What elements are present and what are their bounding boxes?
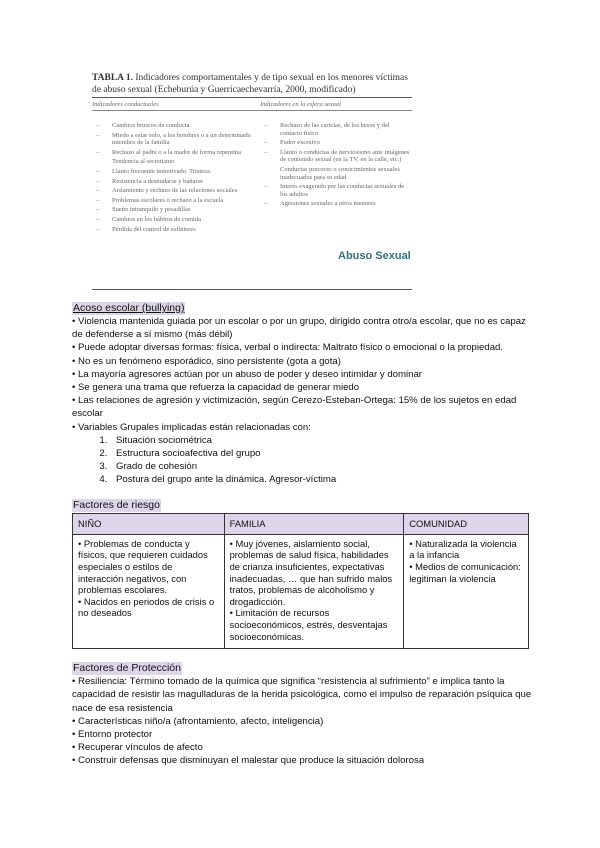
dash-marker: – — [264, 183, 268, 191]
dash-marker: – — [96, 225, 100, 233]
dash-marker: – — [264, 200, 268, 208]
scan-item-text: Agresiones sexuales a otros menores — [280, 200, 376, 208]
familia-item: • Muy jóvenes, aislamiento social, problemas de salud física, habilidades de crianza insuficientes, expectativas inadecuadas, … que han sufrido malos tratos, problemas de alcoholismo y drogadicción. — [229, 537, 393, 607]
scan-list-item — [92, 168, 252, 176]
riesgo-title: Factores de riesgo — [73, 498, 160, 511]
scan-list-item — [92, 122, 252, 130]
scan-item-text: Pérdida del control de esfínteres — [112, 225, 196, 233]
scan-list-item — [260, 149, 410, 164]
acoso-bullet: • No es un fenómeno esporádico, sino persistente (gota a gota) — [72, 355, 341, 367]
scan-item-text: Miedo a estar solo, a los hombres o a un determinado miembro de la familia — [112, 131, 251, 147]
cell-nino — [73, 534, 225, 648]
scan-title-bold: TABLA 1. — [92, 73, 134, 83]
dash-marker: – — [264, 122, 268, 129]
acoso-bullet: • Variables Grupales implicadas están relacionadas con: — [72, 421, 311, 433]
proteccion-bullets — [72, 675, 532, 767]
scanned-table-image — [92, 66, 412, 290]
acoso-bullet: • Se genera una trama que refuerza la capacidad de generar miedo — [72, 382, 360, 394]
header-familia: FAMILIA — [224, 513, 404, 534]
scan-title — [92, 72, 412, 96]
scan-item-text: Resistencia a desnudarse y bañarse — [112, 177, 203, 185]
scan-item-text: Llanto frecuente inmotivado. Tristeza. — [112, 167, 212, 175]
scan-right-header: Indicadores en la esfera sexual — [260, 101, 341, 108]
scan-item-text: Cambios en los hábitos de comida — [112, 215, 202, 223]
variables-list — [72, 434, 532, 486]
dash-marker: – — [96, 177, 100, 185]
proteccion-section — [72, 662, 532, 767]
scan-list-item — [92, 216, 252, 224]
proteccion-bullet: • Características niño/a (afrontamiento, afecto, inteligencia) — [72, 715, 324, 727]
scan-list-item — [92, 226, 252, 234]
scan-list-item — [260, 122, 410, 137]
acoso-bullet: • Las relaciones de agresión y victimización, según Cerezo-Esteban-Ortega: 15% de los sujetos en edad escolar — [72, 395, 517, 420]
comunidad-item: • Naturalizada la violencia a la infancia — [409, 537, 517, 561]
scan-item-text: Problemas escolares o rechazo a la escuela — [112, 196, 224, 204]
scan-list-item — [92, 187, 252, 195]
acoso-bullet: • La mayoría agresores actúan por un abuso de poder y deseo intimidar y dominar — [72, 368, 422, 380]
scan-item-text: Sueño intranquilo y pesadillas — [112, 206, 191, 214]
scan-list-item — [260, 166, 410, 181]
variable-item: 4. Postura del grupo ante la dinámica. Agresor-víctima — [110, 473, 532, 486]
dash-marker: – — [96, 215, 100, 223]
acoso-bullet: • Violencia mantenida guiada por un escolar o por un grupo, dirigido contra otro/a escolar, que no es capaz de defenderse a sí mismo (más débil) — [72, 316, 526, 341]
nino-item: • Problemas de conducta y físicos, que requieren cuidados especiales o estilos de interacción negativos, con problemas escolares. — [78, 537, 208, 596]
dash-marker: – — [96, 167, 100, 175]
header-comunidad: COMUNIDAD — [404, 513, 529, 534]
scan-item-text: Rechazo de las caricias, de los besos y del contacto físico — [280, 122, 390, 137]
scan-item-text: Aislamiento y rechazo de las relaciones sociales — [112, 187, 238, 195]
scan-list-item — [92, 158, 252, 166]
acoso-bullet: • Puede adoptar diversas formas: física, verbal o indirecta: Maltrato físico o emocional o la propiedad. — [72, 342, 504, 354]
dash-marker: – — [96, 122, 100, 129]
dash-marker: – — [96, 131, 100, 139]
dash-marker: – — [96, 187, 100, 195]
dash-marker: – — [264, 148, 268, 156]
proteccion-bullet: • Resiliencia: Término tomado de la química que significa “resistencia al sufrimiento” e implica tanto la capacidad de resistir las magulladuras de la herida psicológica, como el impulso de reparación psíquica que nace de esa resistencia — [72, 676, 532, 714]
scan-stamp: Abuso Sexual — [338, 250, 411, 262]
acoso-section — [72, 302, 532, 486]
proteccion-bullet: • Construir defensas que disminuyan el malestar que produce la situación dolorosa — [72, 755, 425, 767]
scan-title-rest: Indicadores comportamentales y de tipo sexual en los menores víctimas de abuso sexual (Echeburúa y Guerricaechevarría, 2000, modificado) — [92, 73, 408, 95]
scan-item-text: Pudor excesivo — [280, 139, 320, 147]
dash-marker: – — [96, 206, 100, 214]
riesgo-section — [72, 499, 532, 649]
dash-marker: – — [96, 148, 100, 156]
scan-list-item — [92, 149, 252, 157]
scan-item-text: Interés exagerado por las conductas sexuales de los adultos — [280, 183, 405, 198]
document-body — [72, 302, 532, 768]
proteccion-title: Factores de Protección — [73, 662, 181, 675]
scan-header-rule — [92, 110, 412, 111]
header-nino: NIÑO — [73, 513, 225, 534]
scan-item-text: Rechazo al padre o a la madre de forma repentina — [112, 148, 242, 156]
scan-bottom-rule — [92, 289, 412, 290]
scan-right-list — [260, 122, 410, 210]
scan-list-item — [92, 132, 252, 147]
risk-factors-table — [72, 513, 529, 649]
dash-marker: – — [96, 196, 100, 204]
variable-item: 1. Situación sociométrica — [110, 434, 532, 447]
risk-table-row — [73, 534, 529, 648]
risk-table-header-row — [73, 513, 529, 534]
scan-left-list — [92, 122, 252, 235]
scan-list-item — [92, 197, 252, 205]
dash-marker: – — [264, 139, 268, 147]
variable-item: 3. Grado de cohesión — [110, 460, 532, 473]
scan-item-text: Llanto o conductas de nerviosismo ante imágenes de contenido sexual (en la TV, en la calle, etc.) — [280, 148, 410, 164]
comunidad-item: • Medios de comunicación: legitiman la violencia — [409, 561, 521, 584]
proteccion-bullet: • Recuperar vínculos de afecto — [72, 742, 203, 754]
variable-item: 2. Estructura socioafectiva del grupo — [110, 447, 532, 460]
familia-item: • Limitación de recursos socioeconómicos, estrés, desventajas socioeconómicas. — [229, 607, 388, 642]
acoso-bullets — [72, 315, 532, 434]
scan-list-item — [92, 178, 252, 186]
scan-list-item — [260, 139, 410, 147]
scan-list-item — [260, 183, 410, 198]
scan-list-item — [260, 200, 410, 208]
cell-comunidad — [404, 534, 529, 648]
scan-item-text: Tendencia al secretismo — [112, 158, 175, 166]
scan-item-text: Cambios bruscos de conducta — [112, 122, 190, 129]
nino-item: • Nacidos en periodos de crisis o no deseados — [78, 595, 215, 619]
scan-left-header: Indicadores conductuales — [92, 101, 159, 108]
scan-top-rule — [92, 97, 412, 98]
scan-list-item — [92, 206, 252, 214]
acoso-title: Acoso escolar (bullying) — [73, 302, 185, 314]
cell-familia — [224, 534, 404, 648]
scan-item-text: Conductas precoces o conocimientos sexuales inadecuados para su edad — [280, 165, 400, 181]
proteccion-bullet: • Entorno protector — [72, 728, 153, 740]
